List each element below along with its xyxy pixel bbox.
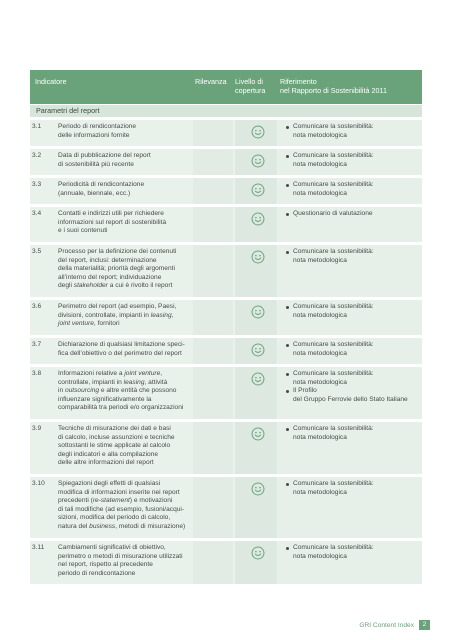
description-line: delle altre informazioni del report	[58, 459, 154, 467]
reference-item	[286, 370, 418, 387]
smiley-icon	[251, 343, 265, 357]
report-references	[286, 210, 418, 219]
reference-line: nota metodologica	[293, 552, 347, 560]
smiley-icon	[251, 482, 265, 496]
description-line: modifica di informazioni inserite nei report	[58, 488, 180, 496]
description-line: Informazioni relative a joint venture,	[58, 370, 163, 377]
reference-line: nota metodologica	[293, 256, 347, 264]
reference-line: Comunicare la sostenibilità:	[293, 544, 374, 551]
reference-item	[286, 544, 418, 561]
column-ril-cell	[193, 541, 233, 584]
indicator-number: 3.7	[32, 341, 42, 348]
indicator-number: 3.10	[32, 480, 45, 487]
smiley-icon	[251, 250, 265, 264]
reference-line: nota metodologica	[293, 189, 347, 197]
smiley-icon	[251, 183, 265, 197]
indicator-description	[58, 152, 188, 169]
reference-item	[286, 480, 418, 497]
smiley-icon	[251, 154, 265, 168]
indicator-number: 3.9	[32, 425, 42, 432]
smiley-icon	[251, 427, 265, 441]
smiley-icon	[251, 212, 265, 226]
column-ril-cell	[193, 367, 233, 419]
header-riferimento-line2: nel Rapporto di Sostenibilità 2011	[280, 85, 387, 95]
column-ril-cell	[193, 207, 233, 242]
reference-line: nota metodologica	[293, 349, 347, 357]
indicator-description	[58, 210, 188, 236]
column-ril-cell	[193, 245, 233, 297]
description-line: del report, inclusi: determinazione	[58, 256, 157, 264]
table-body	[30, 120, 422, 584]
reference-line: Comunicare la sostenibilità:	[293, 341, 374, 348]
table-row	[30, 477, 422, 538]
description-line: degli stakeholder a cui è rivolto il report	[58, 282, 173, 290]
table-row	[30, 207, 422, 242]
table-row	[30, 541, 422, 584]
indicator-description	[58, 370, 188, 413]
description-line: sottostanti le stime applicate al calcolo	[58, 442, 171, 450]
description-line: comparabilità tra periodi e/o organizzazioni	[58, 404, 184, 412]
report-references	[286, 425, 418, 442]
reference-line: Comunicare la sostenibilità:	[293, 480, 374, 487]
smiley-icon	[251, 546, 265, 560]
indicator-description	[58, 248, 188, 291]
header-livello-line1: Livello di	[235, 77, 263, 86]
reference-item	[286, 303, 418, 320]
reference-line: nota metodologica	[293, 378, 347, 386]
indicator-number: 3.11	[32, 544, 45, 551]
indicator-number: 3.5	[32, 248, 42, 255]
table-row	[30, 300, 422, 335]
indicator-description	[58, 544, 188, 578]
description-line: Perimetro del report (ad esempio, Paesi,	[58, 303, 177, 310]
reference-item	[286, 152, 418, 169]
report-references	[286, 248, 418, 265]
description-line: influenzare significativamente la	[58, 395, 152, 403]
description-line: Processo per la definizione dei contenuti	[58, 248, 177, 255]
description-line: informazioni sul report di sostenibilità	[58, 218, 167, 226]
header-rilevanza: Rilevanza	[195, 77, 227, 86]
column-ril-cell	[193, 422, 233, 474]
description-line: sizioni, modifica del periodo di calcolo,	[58, 514, 171, 522]
description-line: controllate, impianti in leasing, attività	[58, 378, 168, 386]
gri-table	[30, 70, 422, 584]
indicator-number: 3.6	[32, 303, 42, 310]
description-line: e i suoi contenuti	[58, 227, 108, 235]
table-row	[30, 422, 422, 474]
reference-line: nota metodologica	[293, 488, 347, 496]
description-line: Tecniche di misurazione dei dati e basi	[58, 425, 171, 432]
header-livello-line2: copertura	[235, 85, 266, 95]
column-ril-cell	[193, 120, 233, 146]
description-line: natura del business, metodi di misurazione)	[58, 522, 186, 530]
reference-line: Comunicare la sostenibilità:	[293, 425, 374, 432]
footer	[359, 620, 430, 630]
header-riferimento-line1: Riferimento	[280, 77, 317, 86]
indicator-description	[58, 341, 188, 358]
description-line: della materialità; priorità degli argomenti	[58, 265, 175, 273]
reference-line: nota metodologica	[293, 311, 347, 319]
column-ril-cell	[193, 477, 233, 538]
reference-item	[286, 123, 418, 140]
indicator-number: 3.1	[32, 123, 42, 130]
reference-item	[286, 181, 418, 198]
description-line: Contatti e indirizzi utili per richiedere	[58, 210, 164, 217]
column-ril-cell	[193, 178, 233, 204]
column-ril-cell	[193, 300, 233, 335]
description-line: di sostenibilità più recente	[58, 160, 134, 168]
report-references	[286, 544, 418, 561]
description-line: fica dell’obiettivo o del perimetro del report	[58, 349, 182, 357]
indicator-number: 3.3	[32, 181, 42, 188]
indicator-description	[58, 480, 188, 532]
table-row	[30, 245, 422, 297]
reference-item	[286, 387, 418, 404]
table-header	[30, 70, 422, 104]
reference-line: Comunicare la sostenibilità:	[293, 303, 374, 310]
smiley-icon	[251, 305, 265, 319]
column-ril-cell	[193, 338, 233, 364]
indicator-number: 3.2	[32, 152, 42, 159]
reference-line: Comunicare la sostenibilità:	[293, 181, 374, 188]
description-line: Spiegazioni degli effetti di qualsiasi	[58, 480, 161, 487]
reference-line: nota metodologica	[293, 433, 347, 441]
smiley-icon	[251, 372, 265, 386]
indicator-description	[58, 425, 188, 468]
header-livello	[235, 78, 265, 95]
reference-item	[286, 425, 418, 442]
indicator-description	[58, 123, 188, 140]
reference-line: nota metodologica	[293, 131, 347, 139]
indicator-description	[58, 303, 188, 329]
description-line: Data di pubblicazione del report	[58, 152, 151, 159]
page-number: 2	[419, 620, 430, 630]
description-line: (annuale, biennale, ecc.)	[58, 189, 131, 197]
description-line: periodo di rendicontazione	[58, 569, 136, 577]
description-line: divisioni, controllate, impianti in leasing,	[58, 311, 174, 319]
reference-line: Comunicare la sostenibilità:	[293, 152, 374, 159]
column-ril-cell	[193, 149, 233, 175]
reference-line: Comunicare la sostenibilità:	[293, 123, 374, 130]
reference-line: Comunicare la sostenibilità:	[293, 248, 374, 255]
reference-line: Il Profilo	[293, 387, 317, 395]
description-line: Periodicità di rendicontazione	[58, 181, 145, 188]
description-line: di tali modifiche (ad esempio, fusioni/acqui-	[58, 505, 185, 513]
description-line: perimetro o metodi di misurazione utilizzati	[58, 552, 183, 560]
table-row	[30, 120, 422, 146]
report-references	[286, 123, 418, 140]
header-riferimento	[280, 78, 387, 95]
description-line: Dichiarazione di qualsiasi limitazione speci-	[58, 341, 185, 348]
reference-item	[286, 341, 418, 358]
reference-line: nota metodologica	[293, 160, 347, 168]
description-line: Cambiamenti significativi di obiettivo,	[58, 544, 166, 551]
description-line: precedenti (re-statement) e motivazioni	[58, 497, 173, 505]
indicator-description	[58, 181, 188, 198]
reference-line: Questionario di valutazione	[293, 210, 373, 217]
description-line: degli indicatori e alla compilazione	[58, 450, 159, 458]
footer-label: GRI Content Index	[359, 621, 414, 629]
description-line: delle informazioni fornite	[58, 131, 130, 139]
indicator-number: 3.8	[32, 370, 42, 377]
description-line: di calcolo, incluse assunzioni e tecniche	[58, 433, 175, 441]
header-indicatore: Indicatore	[35, 77, 67, 86]
report-references	[286, 370, 418, 404]
description-line: nel report, rispetto al precedente	[58, 561, 153, 569]
reference-item	[286, 210, 418, 219]
description-line: all’interno del report; individuazione	[58, 273, 162, 281]
table-row	[30, 149, 422, 175]
report-references	[286, 152, 418, 169]
table-row	[30, 338, 422, 364]
reference-item	[286, 248, 418, 265]
section-title: Parametri del report	[30, 105, 422, 117]
reference-line: del Gruppo Ferrovie dello Stato Italiane	[293, 395, 408, 403]
description-line: in outsourcing e altre entità che possono	[58, 387, 177, 395]
report-references	[286, 181, 418, 198]
description-line: Periodo di rendicontazione	[58, 123, 137, 130]
indicator-number: 3.4	[32, 210, 42, 217]
description-line: joint venture, fornitori	[58, 320, 120, 328]
report-references	[286, 303, 418, 320]
smiley-icon	[251, 125, 265, 139]
table-row	[30, 367, 422, 419]
reference-line: Comunicare la sostenibilità:	[293, 370, 374, 377]
report-references	[286, 480, 418, 497]
table-row	[30, 178, 422, 204]
report-references	[286, 341, 418, 358]
